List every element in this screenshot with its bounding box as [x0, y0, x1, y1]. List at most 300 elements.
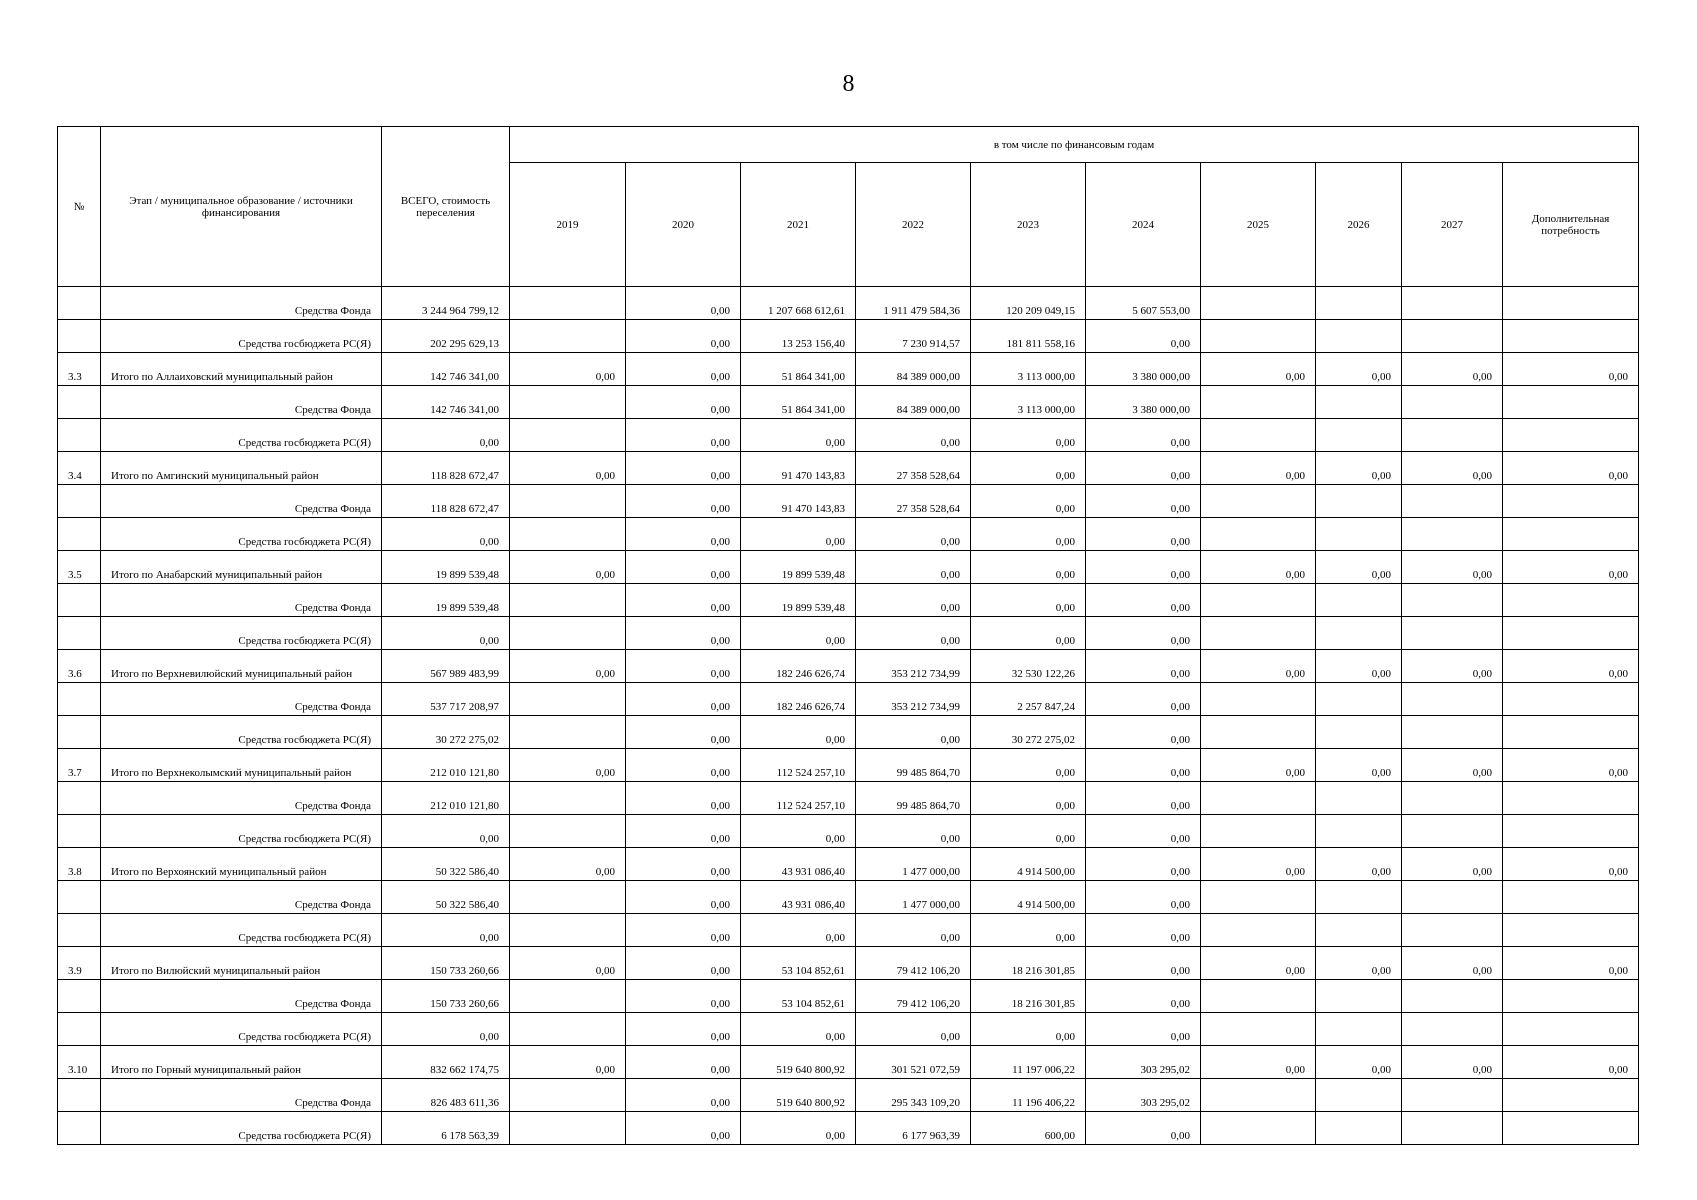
amount-cell: 0,00 — [1503, 749, 1639, 782]
district-total-label: Итого по Горный муниципальный район — [101, 1046, 382, 1079]
amount-cell: 0,00 — [382, 419, 510, 452]
amount-cell — [1201, 1112, 1316, 1145]
col-header-name: Этап / муниципальное образование / источники финансирования — [101, 127, 382, 287]
amount-cell — [510, 914, 626, 947]
row-number — [58, 320, 101, 353]
amount-cell — [1402, 419, 1503, 452]
amount-cell — [1402, 287, 1503, 320]
amount-cell: 181 811 558,16 — [971, 320, 1086, 353]
table-header — [58, 127, 1639, 287]
amount-cell: 0,00 — [1316, 353, 1402, 386]
amount-cell: 0,00 — [1086, 947, 1201, 980]
amount-cell: 0,00 — [626, 914, 741, 947]
amount-cell — [1402, 914, 1503, 947]
table-row — [58, 419, 1639, 452]
amount-cell: 19 899 539,48 — [741, 584, 856, 617]
amount-cell — [1402, 980, 1503, 1013]
amount-cell: 0,00 — [510, 353, 626, 386]
amount-cell: 0,00 — [971, 485, 1086, 518]
amount-cell: 0,00 — [382, 1013, 510, 1046]
amount-cell: 0,00 — [382, 518, 510, 551]
funding-source-label: Средства госбюджета РС(Я) — [101, 716, 382, 749]
amount-cell — [1201, 617, 1316, 650]
amount-cell — [510, 881, 626, 914]
table-row — [58, 947, 1639, 980]
amount-cell: 0,00 — [626, 353, 741, 386]
funding-source-label: Средства госбюджета РС(Я) — [101, 617, 382, 650]
amount-cell — [1402, 881, 1503, 914]
amount-cell — [1201, 914, 1316, 947]
table-row — [58, 353, 1639, 386]
amount-cell: 91 470 143,83 — [741, 452, 856, 485]
amount-cell: 32 530 122,26 — [971, 650, 1086, 683]
amount-cell: 18 216 301,85 — [971, 980, 1086, 1013]
amount-cell — [1316, 419, 1402, 452]
amount-cell — [1503, 419, 1639, 452]
row-number: 3.6 — [58, 650, 101, 683]
amount-cell: 182 246 626,74 — [741, 683, 856, 716]
amount-cell: 295 343 109,20 — [856, 1079, 971, 1112]
amount-cell: 6 177 963,39 — [856, 1112, 971, 1145]
amount-cell: 0,00 — [626, 650, 741, 683]
amount-cell: 3 244 964 799,12 — [382, 287, 510, 320]
amount-cell: 0,00 — [1503, 947, 1639, 980]
amount-cell: 537 717 208,97 — [382, 683, 510, 716]
amount-cell — [1201, 980, 1316, 1013]
amount-cell — [1503, 320, 1639, 353]
amount-cell: 0,00 — [971, 1013, 1086, 1046]
amount-cell: 567 989 483,99 — [382, 650, 510, 683]
amount-cell: 0,00 — [626, 815, 741, 848]
amount-cell: 0,00 — [1086, 848, 1201, 881]
amount-cell — [1201, 419, 1316, 452]
district-total-label: Итого по Аллаиховский муниципальный район — [101, 353, 382, 386]
amount-cell: 0,00 — [626, 848, 741, 881]
amount-cell — [1201, 518, 1316, 551]
amount-cell: 212 010 121,80 — [382, 782, 510, 815]
col-header-year: 2019 — [510, 163, 626, 287]
amount-cell: 0,00 — [1402, 749, 1503, 782]
amount-cell: 0,00 — [971, 749, 1086, 782]
table-row — [58, 914, 1639, 947]
row-number — [58, 617, 101, 650]
amount-cell — [1316, 1079, 1402, 1112]
table-row — [58, 683, 1639, 716]
amount-cell: 99 485 864,70 — [856, 782, 971, 815]
amount-cell — [1402, 782, 1503, 815]
amount-cell: 0,00 — [1086, 584, 1201, 617]
amount-cell — [1201, 782, 1316, 815]
col-header-year: 2021 — [741, 163, 856, 287]
row-number: 3.4 — [58, 452, 101, 485]
amount-cell: 1 477 000,00 — [856, 848, 971, 881]
amount-cell: 0,00 — [382, 815, 510, 848]
amount-cell — [1201, 815, 1316, 848]
amount-cell: 0,00 — [741, 518, 856, 551]
amount-cell — [1316, 716, 1402, 749]
col-header-year: 2022 — [856, 163, 971, 287]
amount-cell: 0,00 — [626, 584, 741, 617]
amount-cell — [1503, 815, 1639, 848]
amount-cell — [510, 287, 626, 320]
amount-cell — [1402, 584, 1503, 617]
amount-cell — [1316, 881, 1402, 914]
amount-cell: 832 662 174,75 — [382, 1046, 510, 1079]
row-number: 3.9 — [58, 947, 101, 980]
amount-cell: 0,00 — [1316, 749, 1402, 782]
amount-cell — [1316, 815, 1402, 848]
funding-source-label: Средства Фонда — [101, 485, 382, 518]
row-number — [58, 683, 101, 716]
amount-cell: 150 733 260,66 — [382, 980, 510, 1013]
amount-cell: 0,00 — [1201, 848, 1316, 881]
amount-cell: 0,00 — [741, 617, 856, 650]
funding-source-label: Средства госбюджета РС(Я) — [101, 320, 382, 353]
amount-cell: 0,00 — [1316, 848, 1402, 881]
table-row — [58, 452, 1639, 485]
amount-cell: 0,00 — [1086, 320, 1201, 353]
amount-cell: 19 899 539,48 — [741, 551, 856, 584]
amount-cell — [510, 815, 626, 848]
amount-cell: 112 524 257,10 — [741, 782, 856, 815]
amount-cell — [510, 782, 626, 815]
district-total-label: Итого по Вилюйский муниципальный район — [101, 947, 382, 980]
amount-cell: 0,00 — [1086, 485, 1201, 518]
amount-cell: 0,00 — [1402, 353, 1503, 386]
table-row — [58, 749, 1639, 782]
amount-cell — [1503, 980, 1639, 1013]
amount-cell — [510, 683, 626, 716]
amount-cell — [1402, 815, 1503, 848]
amount-cell — [1316, 386, 1402, 419]
amount-cell: 118 828 672,47 — [382, 452, 510, 485]
col-header-year: 2025 — [1201, 163, 1316, 287]
amount-cell: 0,00 — [1402, 551, 1503, 584]
amount-cell: 0,00 — [1503, 848, 1639, 881]
amount-cell — [510, 1112, 626, 1145]
amount-cell: 0,00 — [1086, 650, 1201, 683]
amount-cell: 0,00 — [1086, 749, 1201, 782]
amount-cell — [1201, 320, 1316, 353]
amount-cell — [1316, 980, 1402, 1013]
row-number: 3.7 — [58, 749, 101, 782]
amount-cell: 0,00 — [1316, 452, 1402, 485]
amount-cell: 0,00 — [1086, 815, 1201, 848]
table-row — [58, 1112, 1639, 1145]
amount-cell: 79 412 106,20 — [856, 947, 971, 980]
amount-cell — [1316, 782, 1402, 815]
amount-cell — [1316, 584, 1402, 617]
funding-source-label: Средства госбюджета РС(Я) — [101, 518, 382, 551]
table-row — [58, 980, 1639, 1013]
funding-source-label: Средства Фонда — [101, 980, 382, 1013]
amount-cell: 301 521 072,59 — [856, 1046, 971, 1079]
amount-cell: 0,00 — [1201, 650, 1316, 683]
amount-cell: 11 197 006,22 — [971, 1046, 1086, 1079]
table-row — [58, 650, 1639, 683]
amount-cell: 0,00 — [626, 551, 741, 584]
amount-cell: 0,00 — [856, 914, 971, 947]
amount-cell: 0,00 — [741, 716, 856, 749]
amount-cell: 0,00 — [856, 584, 971, 617]
funding-source-label: Средства Фонда — [101, 683, 382, 716]
amount-cell: 0,00 — [1086, 419, 1201, 452]
amount-cell — [1503, 914, 1639, 947]
amount-cell: 150 733 260,66 — [382, 947, 510, 980]
row-number — [58, 518, 101, 551]
amount-cell: 0,00 — [626, 1046, 741, 1079]
amount-cell: 18 216 301,85 — [971, 947, 1086, 980]
amount-cell — [1503, 1013, 1639, 1046]
amount-cell: 0,00 — [626, 881, 741, 914]
amount-cell: 3 113 000,00 — [971, 353, 1086, 386]
amount-cell: 0,00 — [1316, 947, 1402, 980]
table-row — [58, 782, 1639, 815]
amount-cell: 120 209 049,15 — [971, 287, 1086, 320]
amount-cell: 0,00 — [1402, 1046, 1503, 1079]
amount-cell: 0,00 — [856, 716, 971, 749]
row-number — [58, 485, 101, 518]
funding-source-label: Средства Фонда — [101, 881, 382, 914]
amount-cell — [1503, 716, 1639, 749]
amount-cell: 0,00 — [626, 485, 741, 518]
district-total-label: Итого по Амгинский муниципальный район — [101, 452, 382, 485]
amount-cell: 0,00 — [626, 1112, 741, 1145]
amount-cell: 0,00 — [971, 815, 1086, 848]
table-row — [58, 716, 1639, 749]
amount-cell: 0,00 — [1402, 848, 1503, 881]
amount-cell: 0,00 — [626, 716, 741, 749]
amount-cell: 1 911 479 584,36 — [856, 287, 971, 320]
amount-cell: 30 272 275,02 — [971, 716, 1086, 749]
amount-cell — [1402, 485, 1503, 518]
amount-cell: 0,00 — [626, 518, 741, 551]
amount-cell: 0,00 — [1402, 650, 1503, 683]
row-number — [58, 386, 101, 419]
amount-cell: 212 010 121,80 — [382, 749, 510, 782]
row-number — [58, 1079, 101, 1112]
funding-source-label: Средства госбюджета РС(Я) — [101, 1013, 382, 1046]
amount-cell: 3 380 000,00 — [1086, 386, 1201, 419]
col-header-year: 2027 — [1402, 163, 1503, 287]
amount-cell: 6 178 563,39 — [382, 1112, 510, 1145]
amount-cell: 30 272 275,02 — [382, 716, 510, 749]
amount-cell: 0,00 — [1086, 914, 1201, 947]
amount-cell: 0,00 — [1201, 551, 1316, 584]
row-number — [58, 1112, 101, 1145]
row-number — [58, 815, 101, 848]
amount-cell: 0,00 — [971, 518, 1086, 551]
amount-cell — [1201, 386, 1316, 419]
table-row — [58, 518, 1639, 551]
amount-cell — [510, 386, 626, 419]
amount-cell: 27 358 528,64 — [856, 452, 971, 485]
amount-cell — [1402, 1112, 1503, 1145]
amount-cell — [1402, 1079, 1503, 1112]
amount-cell — [1402, 1013, 1503, 1046]
amount-cell: 0,00 — [626, 386, 741, 419]
table-row — [58, 848, 1639, 881]
amount-cell — [510, 518, 626, 551]
district-total-label: Итого по Верхоянский муниципальный район — [101, 848, 382, 881]
amount-cell: 0,00 — [626, 617, 741, 650]
amount-cell: 0,00 — [971, 914, 1086, 947]
amount-cell: 43 931 086,40 — [741, 848, 856, 881]
amount-cell — [510, 716, 626, 749]
amount-cell: 0,00 — [971, 419, 1086, 452]
amount-cell — [1316, 287, 1402, 320]
row-number — [58, 287, 101, 320]
amount-cell: 0,00 — [1086, 782, 1201, 815]
amount-cell: 0,00 — [626, 980, 741, 1013]
amount-cell: 84 389 000,00 — [856, 353, 971, 386]
amount-cell: 0,00 — [1503, 1046, 1639, 1079]
amount-cell: 51 864 341,00 — [741, 386, 856, 419]
amount-cell — [1316, 320, 1402, 353]
amount-cell: 353 212 734,99 — [856, 683, 971, 716]
amount-cell: 0,00 — [1086, 881, 1201, 914]
amount-cell — [1402, 518, 1503, 551]
amount-cell: 118 828 672,47 — [382, 485, 510, 518]
amount-cell: 0,00 — [626, 1013, 741, 1046]
amount-cell — [1201, 584, 1316, 617]
amount-cell — [1503, 518, 1639, 551]
amount-cell: 11 196 406,22 — [971, 1079, 1086, 1112]
amount-cell — [1503, 386, 1639, 419]
table-row — [58, 1013, 1639, 1046]
amount-cell: 0,00 — [741, 1013, 856, 1046]
amount-cell: 303 295,02 — [1086, 1079, 1201, 1112]
amount-cell: 0,00 — [741, 815, 856, 848]
amount-cell: 0,00 — [1086, 518, 1201, 551]
col-header-total: ВСЕГО, стоимость переселения — [382, 127, 510, 287]
amount-cell: 353 212 734,99 — [856, 650, 971, 683]
amount-cell: 19 899 539,48 — [382, 551, 510, 584]
amount-cell: 0,00 — [1086, 452, 1201, 485]
table-row — [58, 1079, 1639, 1112]
amount-cell: 91 470 143,83 — [741, 485, 856, 518]
amount-cell: 0,00 — [626, 1079, 741, 1112]
amount-cell: 0,00 — [856, 551, 971, 584]
table-row — [58, 815, 1639, 848]
amount-cell — [1201, 881, 1316, 914]
amount-cell — [1503, 617, 1639, 650]
amount-cell: 0,00 — [1316, 1046, 1402, 1079]
amount-cell — [1503, 782, 1639, 815]
amount-cell: 0,00 — [1086, 1112, 1201, 1145]
amount-cell — [1201, 1013, 1316, 1046]
amount-cell — [1316, 1112, 1402, 1145]
amount-cell — [1316, 485, 1402, 518]
amount-cell: 0,00 — [971, 551, 1086, 584]
row-number: 3.10 — [58, 1046, 101, 1079]
amount-cell: 0,00 — [1086, 683, 1201, 716]
amount-cell — [1201, 1079, 1316, 1112]
amount-cell: 0,00 — [626, 749, 741, 782]
amount-cell: 50 322 586,40 — [382, 881, 510, 914]
amount-cell — [1201, 716, 1316, 749]
amount-cell: 142 746 341,00 — [382, 386, 510, 419]
amount-cell — [1201, 485, 1316, 518]
funding-source-label: Средства госбюджета РС(Я) — [101, 1112, 382, 1145]
amount-cell — [510, 617, 626, 650]
funding-source-label: Средства Фонда — [101, 386, 382, 419]
amount-cell: 0,00 — [1316, 650, 1402, 683]
amount-cell: 0,00 — [510, 1046, 626, 1079]
funding-source-label: Средства Фонда — [101, 782, 382, 815]
amount-cell: 519 640 800,92 — [741, 1079, 856, 1112]
amount-cell: 142 746 341,00 — [382, 353, 510, 386]
amount-cell: 99 485 864,70 — [856, 749, 971, 782]
row-number — [58, 881, 101, 914]
amount-cell: 84 389 000,00 — [856, 386, 971, 419]
amount-cell: 0,00 — [510, 650, 626, 683]
funding-source-label: Средства госбюджета РС(Я) — [101, 419, 382, 452]
amount-cell: 0,00 — [626, 419, 741, 452]
amount-cell: 0,00 — [1201, 947, 1316, 980]
amount-cell — [510, 419, 626, 452]
amount-cell: 0,00 — [971, 584, 1086, 617]
amount-cell — [1316, 518, 1402, 551]
amount-cell: 0,00 — [1201, 749, 1316, 782]
table-row — [58, 287, 1639, 320]
amount-cell: 0,00 — [510, 848, 626, 881]
amount-cell — [1503, 881, 1639, 914]
funding-source-label: Средства Фонда — [101, 1079, 382, 1112]
funding-source-label: Средства госбюджета РС(Я) — [101, 914, 382, 947]
amount-cell: 0,00 — [856, 518, 971, 551]
col-header-year: 2024 — [1086, 163, 1201, 287]
amount-cell: 0,00 — [856, 1013, 971, 1046]
amount-cell: 0,00 — [1503, 551, 1639, 584]
amount-cell — [1503, 287, 1639, 320]
row-number — [58, 980, 101, 1013]
funding-source-label: Средства Фонда — [101, 287, 382, 320]
row-number: 3.3 — [58, 353, 101, 386]
amount-cell: 0,00 — [741, 419, 856, 452]
amount-cell: 1 477 000,00 — [856, 881, 971, 914]
amount-cell — [1316, 617, 1402, 650]
amount-cell: 0,00 — [510, 749, 626, 782]
amount-cell: 112 524 257,10 — [741, 749, 856, 782]
amount-cell: 51 864 341,00 — [741, 353, 856, 386]
amount-cell — [1201, 287, 1316, 320]
table-row — [58, 485, 1639, 518]
amount-cell: 27 358 528,64 — [856, 485, 971, 518]
row-number — [58, 914, 101, 947]
amount-cell: 79 412 106,20 — [856, 980, 971, 1013]
amount-cell: 0,00 — [626, 452, 741, 485]
district-total-label: Итого по Анабарский муниципальный район — [101, 551, 382, 584]
district-total-label: Итого по Верхнеколымский муниципальный район — [101, 749, 382, 782]
amount-cell — [1201, 683, 1316, 716]
funding-source-label: Средства Фонда — [101, 584, 382, 617]
amount-cell — [510, 980, 626, 1013]
amount-cell: 53 104 852,61 — [741, 980, 856, 1013]
col-header-group: в том числе по финансовым годам — [510, 127, 1639, 163]
amount-cell: 50 322 586,40 — [382, 848, 510, 881]
amount-cell: 0,00 — [1201, 353, 1316, 386]
amount-cell: 13 253 156,40 — [741, 320, 856, 353]
financing-table — [57, 126, 1639, 1145]
amount-cell: 4 914 500,00 — [971, 881, 1086, 914]
amount-cell — [1402, 617, 1503, 650]
table-row — [58, 617, 1639, 650]
amount-cell: 182 246 626,74 — [741, 650, 856, 683]
col-header-year: 2026 — [1316, 163, 1402, 287]
amount-cell: 303 295,02 — [1086, 1046, 1201, 1079]
amount-cell — [1503, 485, 1639, 518]
